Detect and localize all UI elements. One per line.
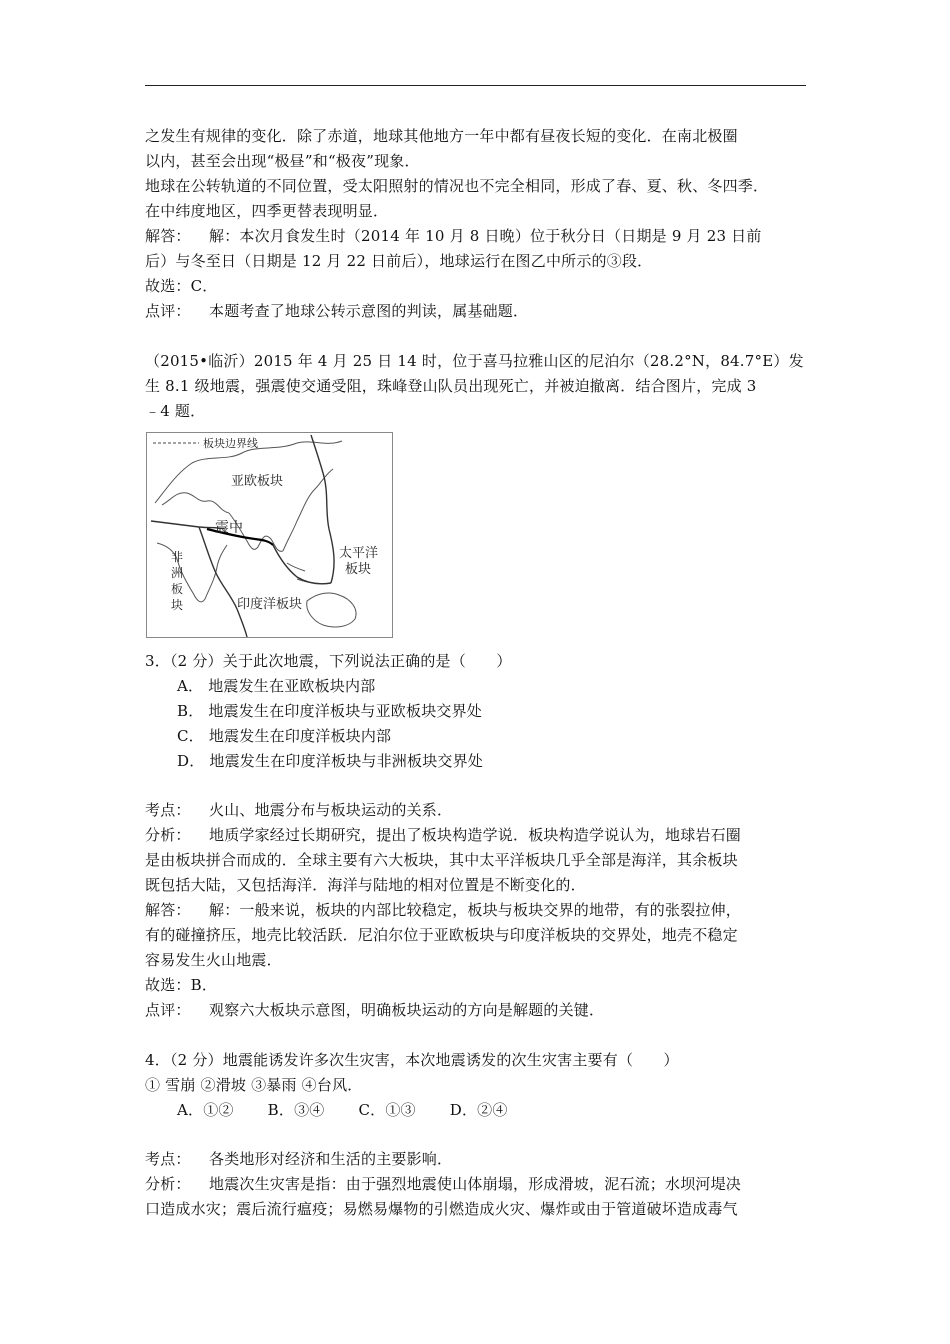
- plate-boundary-eurasia-africa: [151, 521, 225, 529]
- coastline-europe: [162, 493, 229, 513]
- label-epicenter: 震中: [215, 520, 243, 536]
- analysis-line: 以内，甚至会出现“极昼”和“极夜”现象．: [145, 152, 420, 170]
- q4-option-c: C．①③: [358, 1101, 416, 1119]
- analysis-line: 之发生有规律的变化．除了赤道，地球其他地方一年中都有昼夜长短的变化．在南北极圈: [145, 127, 738, 145]
- q4-stem: 4．（2 分）地震能诱发许多次生灾害，本次地震诱发的次生灾害主要有（ ）: [145, 1051, 679, 1069]
- q3-stem: 3．（2 分）关于此次地震，下列说法正确的是（ ）: [145, 652, 512, 670]
- q3-dianping-label: 点评：: [145, 1001, 191, 1019]
- q4-kaodian: [145, 1149, 452, 1169]
- q3-option-b: B． 地震发生在印度洋板块与亚欧板块交界处: [177, 702, 482, 720]
- label-africa-plate-3: 板: [171, 582, 184, 596]
- plate-boundary-pacific-west: [311, 435, 334, 583]
- q4-fenxi-line: 口造成水灾；震后流行瘟疫；易燃易爆物的引燃造成火灾、爆炸或由于管道破坏造成毒气: [145, 1200, 738, 1218]
- plate-map: [146, 432, 393, 638]
- q3-jieda-text: 解：一般来说，板块的内部比较稳定，板块与板块交界的地带，有的张裂拉伸，: [209, 901, 742, 919]
- comment-text: 本题考查了地球公转示意图的判读，属基础题．: [209, 302, 529, 320]
- label-africa-plate-4: 块: [171, 598, 184, 612]
- q4-option-b: B．③④: [267, 1101, 325, 1119]
- q4-fenxi-label: 分析：: [145, 1175, 191, 1193]
- q4-kaodian-label: 考点：: [145, 1150, 191, 1168]
- q4-fenxi-text: 地震次生灾害是指：由于强烈地震使山体崩塌，形成滑坡，泥石流；水坝河堤决: [209, 1175, 742, 1193]
- legend-label: 板块边界线: [203, 437, 258, 450]
- q3-jieda-line: 有的碰撞挤压，地壳比较活跃．尼泊尔位于亚欧板块与印度洋板块的交界处，地壳不稳定: [145, 926, 738, 944]
- q3-fenxi-line: 既包括大陆，又包括海洋．海洋与陆地的相对位置是不断变化的．: [145, 876, 586, 894]
- label-pacific-plate-1: 太平洋: [339, 546, 379, 561]
- q3-jieda: [145, 900, 741, 920]
- q3-choice: 故选：B．: [145, 976, 218, 994]
- q3-dianping: [145, 1000, 604, 1020]
- comment-label: 点评：: [145, 302, 191, 320]
- q3-fenxi: [145, 825, 741, 845]
- label-eurasia-plate: 亚欧板块: [231, 474, 284, 489]
- q3-jieda-line: 容易发生火山地震．: [145, 951, 282, 969]
- header-rule: [145, 85, 806, 86]
- q4-option-a: A．①②: [177, 1101, 234, 1119]
- q4-options: [177, 1100, 542, 1120]
- coastline-eurasia: [155, 441, 342, 503]
- comment-line: [145, 301, 528, 321]
- q3-kaodian-text: 火山、地震分布与板块运动的关系．: [209, 801, 453, 819]
- q3-fenxi-line: 是由板块拼合而成的．全球主要有六大板块，其中太平洋板块几乎全部是海洋，其余板块: [145, 851, 738, 869]
- q3-fenxi-text: 地质学家经过长期研究，提出了板块构造学说．板块构造学说认为，地球岩石圈: [209, 826, 742, 844]
- coastline-africa: [157, 543, 227, 602]
- q4-items: ① 雪崩 ②滑坡 ③暴雨 ④台风．: [145, 1076, 363, 1094]
- label-africa-plate-2: 洲: [171, 566, 184, 580]
- passage-line: ﹣4 题．: [145, 402, 206, 420]
- label-africa-plate-1: 非: [171, 550, 184, 564]
- choice-line: 故选：C．: [145, 277, 218, 295]
- plate-boundary-africa-indian: [199, 527, 247, 637]
- q3-option-a: A． 地震发生在亚欧板块内部: [177, 677, 376, 695]
- q4-kaodian-text: 各类地形对经济和生活的主要影响．: [209, 1150, 453, 1168]
- q4-option-d: D．②④: [449, 1101, 508, 1119]
- analysis-line: 在中纬度地区，四季更替表现明显．: [145, 202, 389, 220]
- q3-option-d: D． 地震发生在印度洋板块与非洲板块交界处: [177, 752, 483, 770]
- label-pacific-plate-2: 板块: [345, 562, 372, 577]
- solution-text: 解：本次月食发生时（2014 年 10 月 8 日晚）位于秋分日（日期是 9 月 23 日前: [209, 227, 762, 245]
- solution-line: [145, 226, 762, 246]
- analysis-line: 地球在公转轨道的不同位置，受太阳照射的情况也不完全相同，形成了春、夏、秋、冬四季．: [145, 177, 769, 195]
- label-indian-plate: 印度洋板块: [237, 597, 303, 612]
- q3-option-c: C． 地震发生在印度洋板块内部: [177, 727, 392, 745]
- q4-fenxi: [145, 1174, 741, 1194]
- q3-kaodian-label: 考点：: [145, 801, 191, 819]
- coastline-islands: [287, 563, 315, 583]
- q3-fenxi-label: 分析：: [145, 826, 191, 844]
- q3-jieda-label: 解答：: [145, 901, 191, 919]
- q3-kaodian: [145, 800, 452, 820]
- q3-dianping-text: 观察六大板块示意图，明确板块运动的方向是解题的关键．: [209, 1001, 605, 1019]
- solution-line: 后）与冬至日（日期是 12 月 22 日前后），地球运行在图乙中所示的③段．: [145, 252, 653, 270]
- passage-line: 生 8.1 级地震，强震使交通受阻，珠峰登山队员出现死亡，并被迫撤离．结合图片，完成 3: [145, 377, 757, 395]
- solution-label: 解答：: [145, 227, 191, 245]
- plate-map-svg: [147, 433, 392, 637]
- passage-line: （2015•临沂）2015 年 4 月 25 日 14 时，位于喜马拉雅山区的尼泊尔（28.2°N，84.7°E）发: [145, 352, 804, 370]
- coastline-australia: [307, 593, 356, 627]
